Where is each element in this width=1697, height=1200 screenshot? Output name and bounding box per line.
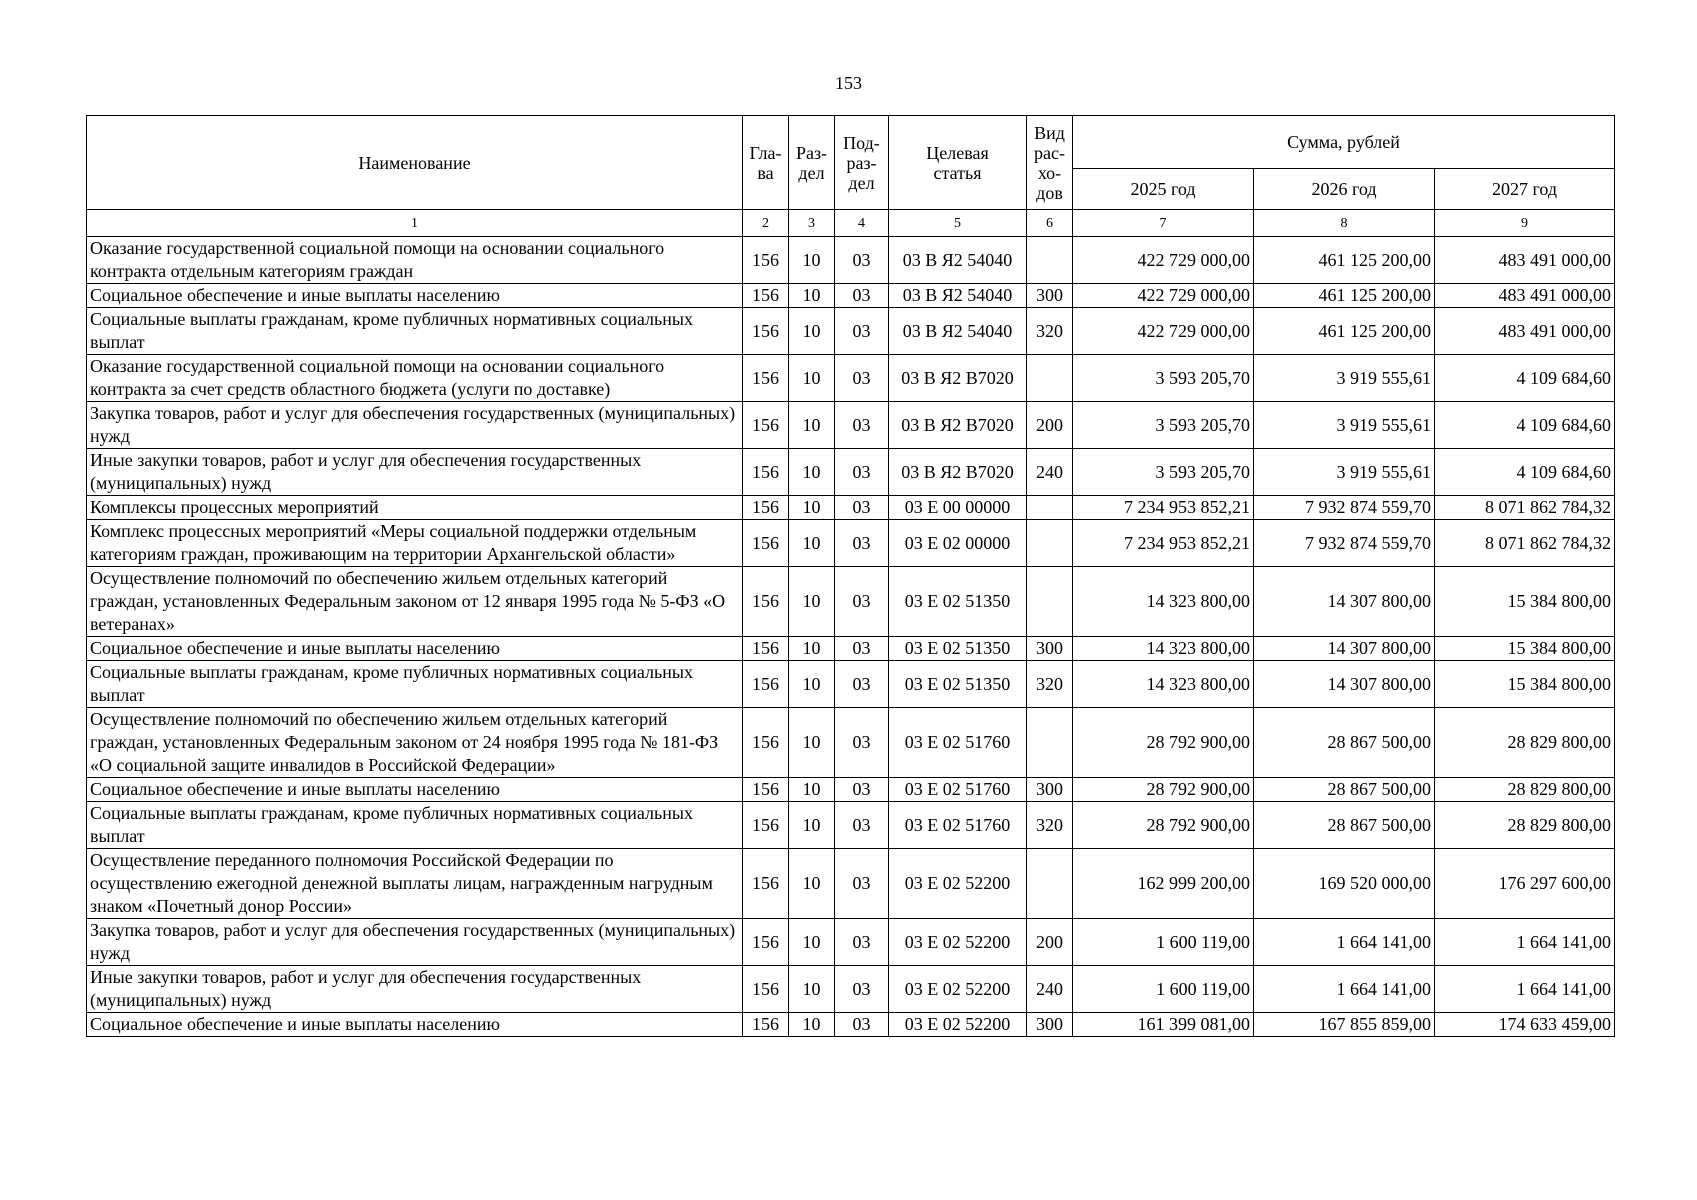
row-celevaya-statya: 03 В Я2 В7020 [889,449,1027,496]
row-sum-2027: 483 491 000,00 [1435,237,1615,284]
table-row [87,520,1615,567]
row-celevaya-statya: 03 Е 02 52200 [889,1013,1027,1037]
row-glava: 156 [743,778,789,802]
row-glava: 156 [743,449,789,496]
row-vid-rashodov [1027,849,1073,919]
row-vid-rashodov [1027,237,1073,284]
row-podrazdel: 03 [835,919,889,966]
row-celevaya-statya: 03 Е 02 52200 [889,919,1027,966]
row-sum-2027: 8 071 862 784,32 [1435,496,1615,520]
row-glava: 156 [743,237,789,284]
row-podrazdel: 03 [835,849,889,919]
row-razdel: 10 [789,308,835,355]
row-celevaya-statya: 03 Е 02 51760 [889,802,1027,849]
row-glava: 156 [743,496,789,520]
row-glava: 156 [743,637,789,661]
table-row [87,966,1615,1013]
row-vid-rashodov [1027,355,1073,402]
table-row [87,778,1615,802]
row-razdel: 10 [789,567,835,637]
table-row [87,308,1615,355]
row-podrazdel: 03 [835,237,889,284]
row-sum-2025: 422 729 000,00 [1073,308,1254,355]
row-sum-2025: 14 323 800,00 [1073,567,1254,637]
table-row [87,661,1615,708]
row-sum-2026: 28 867 500,00 [1254,708,1435,778]
row-name: Осуществление полномочий по обеспечению жильем отдельных категорий граждан, установленных Федеральным законом от 12 января 1995 года № 5-ФЗ «О ветеранах» [87,567,743,637]
column-number: 9 [1435,210,1615,237]
row-razdel: 10 [789,708,835,778]
row-sum-2026: 28 867 500,00 [1254,802,1435,849]
row-sum-2026: 461 125 200,00 [1254,237,1435,284]
row-sum-2027: 28 829 800,00 [1435,708,1615,778]
row-name: Комплексы процессных мероприятий [87,496,743,520]
row-name: Социальные выплаты гражданам, кроме публичных нормативных социальных выплат [87,661,743,708]
row-razdel: 10 [789,449,835,496]
row-sum-2026: 7 932 874 559,70 [1254,520,1435,567]
row-razdel: 10 [789,966,835,1013]
table-row [87,567,1615,637]
row-sum-2027: 4 109 684,60 [1435,449,1615,496]
column-number: 2 [743,210,789,237]
row-razdel: 10 [789,237,835,284]
row-podrazdel: 03 [835,567,889,637]
row-razdel: 10 [789,496,835,520]
row-glava: 156 [743,402,789,449]
row-name: Закупка товаров, работ и услуг для обеспечения государственных (муниципальных) нужд [87,919,743,966]
row-vid-rashodov: 300 [1027,284,1073,308]
row-celevaya-statya: 03 Е 02 51760 [889,708,1027,778]
row-sum-2025: 28 792 900,00 [1073,802,1254,849]
row-sum-2027: 174 633 459,00 [1435,1013,1615,1037]
row-podrazdel: 03 [835,496,889,520]
row-sum-2026: 14 307 800,00 [1254,567,1435,637]
header-glava: Гла- ва [743,116,789,210]
page-number: 153 [835,73,862,93]
row-razdel: 10 [789,637,835,661]
row-name: Иные закупки товаров, работ и услуг для обеспечения государственных (муниципальных) нужд [87,449,743,496]
table-header [87,116,1615,237]
row-sum-2026: 461 125 200,00 [1254,308,1435,355]
table-row [87,355,1615,402]
header-name: Наименование [87,116,743,210]
row-podrazdel: 03 [835,449,889,496]
row-sum-2025: 7 234 953 852,21 [1073,520,1254,567]
row-podrazdel: 03 [835,778,889,802]
row-glava: 156 [743,661,789,708]
column-number: 4 [835,210,889,237]
table-body [87,237,1615,1037]
column-number: 8 [1254,210,1435,237]
row-glava: 156 [743,849,789,919]
row-name: Социальные выплаты гражданам, кроме публичных нормативных социальных выплат [87,802,743,849]
row-razdel: 10 [789,520,835,567]
row-podrazdel: 03 [835,966,889,1013]
row-vid-rashodov [1027,708,1073,778]
row-glava: 156 [743,355,789,402]
row-sum-2027: 15 384 800,00 [1435,637,1615,661]
row-sum-2025: 1 600 119,00 [1073,919,1254,966]
row-sum-2025: 28 792 900,00 [1073,778,1254,802]
row-celevaya-statya: 03 В Я2 В7020 [889,355,1027,402]
row-glava: 156 [743,308,789,355]
row-sum-2027: 483 491 000,00 [1435,308,1615,355]
row-celevaya-statya: 03 Е 02 51350 [889,661,1027,708]
row-sum-2026: 169 520 000,00 [1254,849,1435,919]
row-name: Социальное обеспечение и иные выплаты населению [87,284,743,308]
row-podrazdel: 03 [835,708,889,778]
row-sum-2026: 14 307 800,00 [1254,661,1435,708]
row-sum-2025: 3 593 205,70 [1073,355,1254,402]
row-vid-rashodov: 240 [1027,966,1073,1013]
table-row [87,496,1615,520]
row-vid-rashodov: 300 [1027,1013,1073,1037]
row-razdel: 10 [789,661,835,708]
row-celevaya-statya: 03 Е 02 51350 [889,567,1027,637]
row-sum-2025: 422 729 000,00 [1073,237,1254,284]
row-glava: 156 [743,802,789,849]
header-razdel: Раз- дел [789,116,835,210]
row-sum-2025: 14 323 800,00 [1073,637,1254,661]
row-celevaya-statya: 03 Е 02 52200 [889,849,1027,919]
row-name: Оказание государственной социальной помощи на основании социального контракта за счет средств областного бюджета (услуги по доставке) [87,355,743,402]
budget-table [86,115,1615,1037]
row-sum-2027: 28 829 800,00 [1435,802,1615,849]
row-name: Осуществление переданного полномочия Российской Федерации по осуществлению ежегодной денежной выплаты лицам, награжденным нагрудным знаком «Почетный донор России» [87,849,743,919]
row-name: Социальные выплаты гражданам, кроме публичных нормативных социальных выплат [87,308,743,355]
row-glava: 156 [743,520,789,567]
row-celevaya-statya: 03 В Я2 54040 [889,284,1027,308]
row-sum-2027: 28 829 800,00 [1435,778,1615,802]
row-podrazdel: 03 [835,661,889,708]
row-celevaya-statya: 03 В Я2 54040 [889,237,1027,284]
row-razdel: 10 [789,919,835,966]
row-sum-2027: 15 384 800,00 [1435,567,1615,637]
row-podrazdel: 03 [835,402,889,449]
column-number: 1 [87,210,743,237]
row-vid-rashodov: 200 [1027,919,1073,966]
row-podrazdel: 03 [835,1013,889,1037]
header-vid-rashodov: Вид рас- хо- дов [1027,116,1073,210]
row-vid-rashodov: 320 [1027,661,1073,708]
table-row [87,708,1615,778]
row-glava: 156 [743,1013,789,1037]
row-celevaya-statya: 03 Е 02 00000 [889,520,1027,567]
row-sum-2026: 7 932 874 559,70 [1254,496,1435,520]
row-sum-2026: 461 125 200,00 [1254,284,1435,308]
row-podrazdel: 03 [835,637,889,661]
row-sum-2027: 1 664 141,00 [1435,919,1615,966]
row-sum-2026: 1 664 141,00 [1254,966,1435,1013]
row-glava: 156 [743,567,789,637]
row-sum-2027: 1 664 141,00 [1435,966,1615,1013]
row-vid-rashodov [1027,496,1073,520]
row-glava: 156 [743,708,789,778]
row-name: Комплекс процессных мероприятий «Меры социальной поддержки отдельным категориям граждан, проживающим на территории Архангельской области» [87,520,743,567]
row-vid-rashodov: 320 [1027,308,1073,355]
row-name: Осуществление полномочий по обеспечению жильем отдельных категорий граждан, установленных Федеральным законом от 24 ноября 1995 года № 181-ФЗ «О социальной защите инвалидов в Российской Федерации» [87,708,743,778]
row-sum-2025: 14 323 800,00 [1073,661,1254,708]
table-row [87,849,1615,919]
header-celevaya-statya: Целевая статья [889,116,1027,210]
row-sum-2025: 3 593 205,70 [1073,449,1254,496]
row-celevaya-statya: 03 Е 00 00000 [889,496,1027,520]
row-sum-2027: 15 384 800,00 [1435,661,1615,708]
row-glava: 156 [743,284,789,308]
header-podrazdel: Под- раз- дел [835,116,889,210]
row-sum-2026: 3 919 555,61 [1254,355,1435,402]
row-name: Социальное обеспечение и иные выплаты населению [87,1013,743,1037]
row-glava: 156 [743,966,789,1013]
table-row [87,802,1615,849]
column-number: 7 [1073,210,1254,237]
row-sum-2025: 1 600 119,00 [1073,966,1254,1013]
row-podrazdel: 03 [835,284,889,308]
table-row [87,402,1615,449]
row-sum-2027: 8 071 862 784,32 [1435,520,1615,567]
row-vid-rashodov: 300 [1027,637,1073,661]
row-sum-2025: 7 234 953 852,21 [1073,496,1254,520]
row-podrazdel: 03 [835,520,889,567]
row-sum-2025: 161 399 081,00 [1073,1013,1254,1037]
row-sum-2027: 4 109 684,60 [1435,355,1615,402]
table-row [87,284,1615,308]
row-vid-rashodov [1027,520,1073,567]
row-razdel: 10 [789,802,835,849]
row-razdel: 10 [789,849,835,919]
row-podrazdel: 03 [835,355,889,402]
row-vid-rashodov: 200 [1027,402,1073,449]
row-glava: 156 [743,919,789,966]
row-sum-2026: 14 307 800,00 [1254,637,1435,661]
row-celevaya-statya: 03 Е 02 52200 [889,966,1027,1013]
row-vid-rashodov: 320 [1027,802,1073,849]
row-sum-2026: 28 867 500,00 [1254,778,1435,802]
row-sum-2025: 3 593 205,70 [1073,402,1254,449]
row-name: Социальное обеспечение и иные выплаты населению [87,637,743,661]
row-celevaya-statya: 03 Е 02 51350 [889,637,1027,661]
row-sum-2025: 162 999 200,00 [1073,849,1254,919]
row-sum-2026: 3 919 555,61 [1254,449,1435,496]
row-name: Социальное обеспечение и иные выплаты населению [87,778,743,802]
header-year-2027: 2027 год [1435,169,1615,210]
row-celevaya-statya: 03 В Я2 54040 [889,308,1027,355]
table-row [87,449,1615,496]
column-number: 3 [789,210,835,237]
row-celevaya-statya: 03 Е 02 51760 [889,778,1027,802]
row-sum-2026: 1 664 141,00 [1254,919,1435,966]
table-row [87,237,1615,284]
row-celevaya-statya: 03 В Я2 В7020 [889,402,1027,449]
column-number: 5 [889,210,1027,237]
row-vid-rashodov: 300 [1027,778,1073,802]
table-row [87,919,1615,966]
row-razdel: 10 [789,402,835,449]
row-name: Закупка товаров, работ и услуг для обеспечения государственных (муниципальных) нужд [87,402,743,449]
header-year-2025: 2025 год [1073,169,1254,210]
row-razdel: 10 [789,355,835,402]
header-summa: Сумма, рублей [1073,116,1615,169]
row-sum-2026: 167 855 859,00 [1254,1013,1435,1037]
row-razdel: 10 [789,778,835,802]
row-sum-2026: 3 919 555,61 [1254,402,1435,449]
column-number: 6 [1027,210,1073,237]
row-name: Оказание государственной социальной помощи на основании социального контракта отдельным категориям граждан [87,237,743,284]
row-razdel: 10 [789,1013,835,1037]
row-sum-2027: 483 491 000,00 [1435,284,1615,308]
row-vid-rashodov [1027,567,1073,637]
column-number-row [87,210,1615,237]
table-row [87,1013,1615,1037]
row-sum-2027: 176 297 600,00 [1435,849,1615,919]
header-year-2026: 2026 год [1254,169,1435,210]
row-razdel: 10 [789,284,835,308]
row-name: Иные закупки товаров, работ и услуг для обеспечения государственных (муниципальных) нужд [87,966,743,1013]
row-podrazdel: 03 [835,308,889,355]
row-sum-2027: 4 109 684,60 [1435,402,1615,449]
row-sum-2025: 28 792 900,00 [1073,708,1254,778]
table-row [87,637,1615,661]
row-vid-rashodov: 240 [1027,449,1073,496]
row-sum-2025: 422 729 000,00 [1073,284,1254,308]
row-podrazdel: 03 [835,802,889,849]
